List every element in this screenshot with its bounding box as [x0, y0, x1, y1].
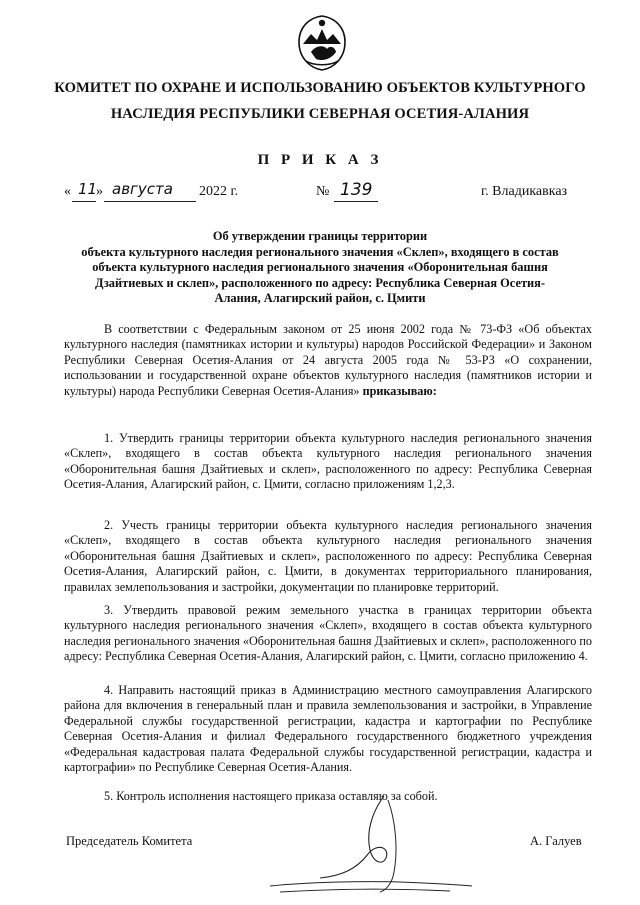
- order-item-4: 4. Направить настоящий приказ в Администрацию местного самоуправления Алагирского района для включения в генеральный план и правила землепользования и застройки, в Управление Федеральной службы государственной регистрации, кадастра и картографии по Республике Северная Осетия-Алания и филиал Федерального государственного бюджетного учреждения «Федеральная кадастровая палата Федеральной службы государственной регистрации, кадастра и картографии» по Республике Северная Осетия-Алания.: [64, 683, 592, 775]
- number-underline: [334, 201, 378, 202]
- order-item-2: 2. Учесть границы территории объекта культурного наследия регионального значения «Склеп», входящего в состав объекта культурного наследия регионального значения «Оборонительная башня Дзайтиевых и склеп», расположенного по адресу: Республика Северная Осетия-Алания, Алагирский район, с. Цмити, в документах территориального планирования, правилах землепользования и застройки, документации по планировке территорий.: [64, 518, 592, 594]
- document-type-heading: П Р И К А З: [257, 152, 383, 168]
- date-day: 11: [78, 180, 98, 198]
- date-month: августа: [112, 180, 173, 198]
- order-word: приказываю:: [362, 383, 437, 398]
- day-underline: [72, 201, 96, 202]
- order-item-1: 1. Утвердить границы территории объекта культурного наследия регионального значения «Склеп», входящего в состав объекта культурного наследия регионального значения «Оборонительная башня Дзайтиевых и склеп», расположенного по адресу: Республика Северная Осетия-Алания, Алагирский район, с. Цмити, согласно приложениям 1,2,3.: [64, 431, 592, 492]
- preamble-paragraph: [64, 322, 592, 399]
- title-line: объекта культурного наследия регионального значения «Оборонительная башня: [92, 260, 548, 274]
- document-number: 139: [340, 180, 373, 200]
- date-quote-open: «: [64, 184, 71, 199]
- title-line: объекта культурного наследия регионального значения «Склеп», входящего в состав: [81, 244, 559, 259]
- number-sign: №: [316, 184, 330, 199]
- date-quote-close: »: [96, 184, 103, 199]
- order-title: [56, 229, 584, 307]
- organization-name-line-1: КОМИТЕТ ПО ОХРАНЕ И ИСПОЛЬЗОВАНИЮ ОБЪЕКТОВ КУЛЬТУРНОГО: [54, 80, 586, 96]
- signatory-role: Председатель Комитета: [66, 834, 193, 848]
- title-line: Об утверждении границы территории: [212, 229, 428, 243]
- order-item-3: 3. Утвердить правовой режим земельного участка в границах территории объекта культурного наследия регионального значения «Склеп», входящего в состав объекта культурного наследия регионального значения «Оборонительная башня Дзайтиевых и склеп», расположенного по адресу: Республика Северная Осетия-Алания, Алагирский район, с. Цмити, согласно приложению 4.: [64, 603, 592, 664]
- signatory-name: А. Галуев: [530, 834, 582, 848]
- month-underline: [104, 201, 196, 202]
- organization-name-line-2: НАСЛЕДИЯ РЕСПУБЛИКИ СЕВЕРНАЯ ОСЕТИЯ-АЛАНИЯ: [110, 106, 530, 122]
- title-line: Алания, Алагирский район, с. Цмити: [214, 291, 426, 305]
- coat-of-arms-emblem-icon: [294, 14, 350, 72]
- city: г. Владикавказ: [481, 184, 568, 199]
- handwritten-signature: [250, 792, 480, 902]
- title-line: Дзайтиевых и склеп», расположенного по адресу: Республика Северная Осетия-: [94, 275, 546, 290]
- order-item-5: 5. Контроль исполнения настоящего приказа оставляю за собой.: [104, 789, 438, 803]
- preamble-text: В соответствии с Федеральным законом от 25 июня 2002 года № 73-ФЗ «Об объектах культурного наследия (памятниках истории и культуры) народов Российской Федерации» и Законом Республики Северная Осетия-Алания от 24 августа 2005 года № 53-РЗ «О сохранении, использовании и государственной охране объектов культурного наследия (памятников истории и культуры) народа Республики Северная Осетия-Алания»: [64, 322, 592, 398]
- date-year: 2022 г.: [199, 184, 239, 199]
